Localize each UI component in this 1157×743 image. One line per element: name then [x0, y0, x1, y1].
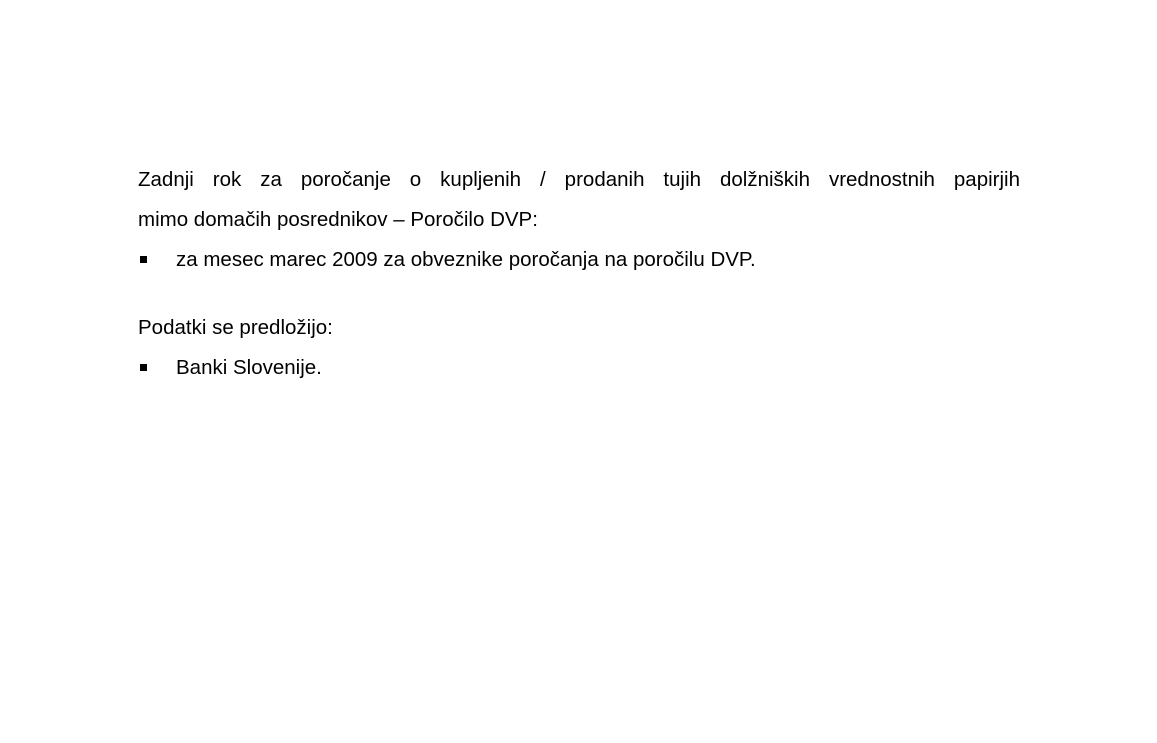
paragraph-spacer	[138, 280, 1020, 308]
document-body	[138, 160, 1020, 388]
deadline-paragraph-line-1: Zadnji rok za poročanje o kupljenih / prodanih tujih dolžniških vrednostnih papirjih	[138, 168, 1020, 191]
deadline-paragraph	[138, 160, 1020, 240]
square-bullet-icon	[140, 256, 147, 263]
recipient-paragraph	[138, 308, 1020, 348]
recipient-paragraph-line: Podatki se predložijo:	[138, 316, 333, 339]
square-bullet-icon	[140, 364, 147, 371]
recipient-bullet-list	[138, 348, 1020, 388]
deadline-bullet-list	[138, 240, 1020, 280]
list-item-text: Banki Slovenije.	[176, 356, 322, 379]
list-item	[138, 240, 1020, 280]
deadline-paragraph-line-2: mimo domačih posrednikov – Poročilo DVP:	[138, 208, 538, 231]
list-item-text: za mesec marec 2009 za obveznike poročanja na poročilu DVP.	[176, 248, 756, 271]
list-item	[138, 348, 1020, 388]
